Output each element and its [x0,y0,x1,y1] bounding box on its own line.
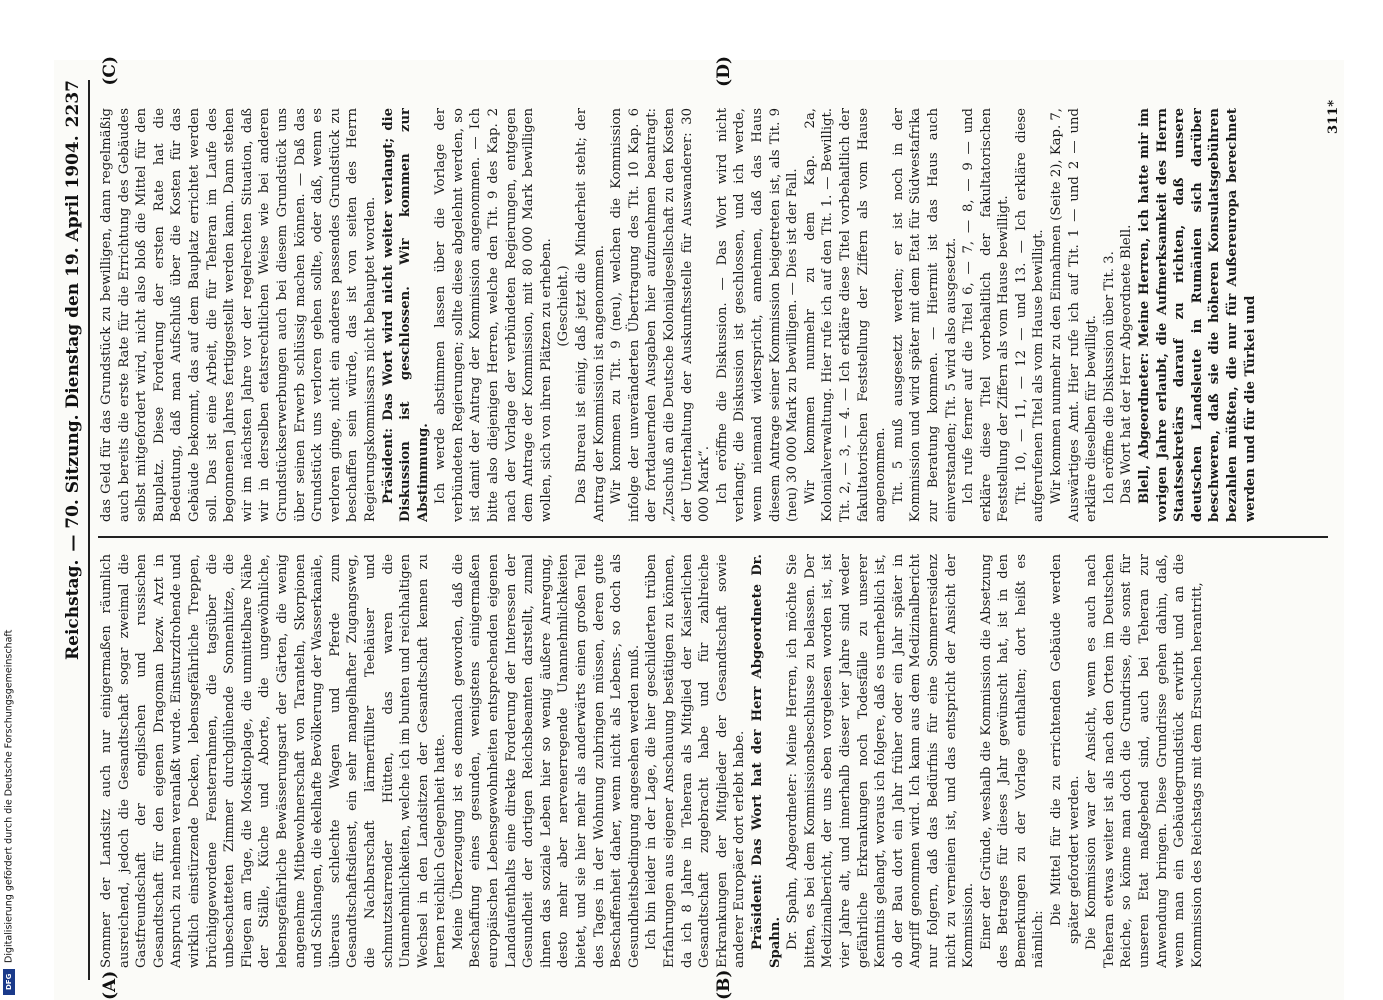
footer-mark: 311* [1326,100,1341,134]
paragraph: Ich eröffne die Diskussion. — Das Wort wird nicht verlangt; die Diskussion ist geschlossen, und ich werde, wenn niemand widerspricht, annehmen, daß das Haus diesem Antrage seiner Kommission beigetreten ist, als Tit. 9 (neu) 30 000 Mark zu bewilligen. — Dies ist der Fall. [714,108,801,522]
header-rule [88,80,90,980]
paragraph: Präsident: Das Wort hat der Herr Abgeordnete Dr. Spahn. [749,554,783,968]
paragraph: (Geschieht.) [556,265,572,347]
paragraph: Dr. Spahn, Abgeordneter: Meine Herren, ich möchte Sie bitten, es bei dem Kommissionsbeschlusse zu belassen. Der Medizinalbericht, der uns eben vorgelesen worden ist, ist vier Jahre alt, und innerhalb dieser vier Jahre sind weder gefährliche Erkrankungen noch Todesfälle zu unserer Kenntnis gelangt, woraus ich folgere, daß es unerheblich ist, ob der Bau dort ein Jahr früher oder ein Jahr später in Angriff genommen wird. Ich kann aus dem Medizinalbericht nur folgern, daß das Bedürfnis für eine Sommerresidenz nicht zu verneinen ist, und das entspricht der Ansicht der Kommission. [785,554,977,968]
paragraph: das Geld für das Grundstück zu bewilligen, dann regelmäßig auch bereits die erste Rate für die Errichtung des Gebäudes selbst mitgefordert wird, nicht also bloß die Mittel für den Bauplatz. Diese Forderung der ersten Rate hat die Bedeutung, daß man Aufschluß über die Kosten für das Gebäude bekommt, das auf dem Bauplatz errichtet werden soll. Das ist eine Arbeit, die für Teheran im Laufe des begonnenen Jahres fertiggestellt werden kann. Dann stehen wir im nächsten Jahre vor der regelrechten Situation, daß wir in derselben etatsrechtlichen Weise wie bei anderen Grundstückserwerbungen auch bei diesem Grundstück uns über seinen Erwerb schlüssig machen können. — Daß das Grundstück uns verloren gehen sollte, oder daß, wenn es verloren ginge, nicht ein anderes passendes Grundstück zu beschaffen sein würde, das ist von seiten des Herrn Regierungskommissars nicht behauptet worden. [99,108,378,522]
margin-letter-a: (A) [100,970,120,1000]
paragraph: Präsident: Das Wort wird nicht weiter verlangt; die Diskussion ist geschlossen. Wir kommen zur Abstimmung. [380,108,431,522]
side-credit-text: Digitalisierung gefördert durch die Deutsche Forschungsgemeinschaft [3,629,15,963]
paragraph: Blell, Abgeordneter: Meine Herren, ich hatte mir im vorigen Jahre erlaubt, die Aufmerksamkeit des Herrn Staatssekretärs darauf zu richten, daß unsere deutschen Landsleute in Rumänien sich darüber beschweren, daß sie die höheren Konsulatsgebühren bezahlen müßten, die nur für Außereuropa berechnet werden und für die Türkei und [1137,108,1258,522]
document-page [54,56,1344,1000]
margin-letter-b: (B) [714,969,734,1000]
paragraph: Ich werde abstimmen lassen über die Vorlage der verbündeten Regierungen; sollte diese abgelehnt werden, so ist damit der Antrag der Kommission angenommen. — Ich bitte also diejenigen Herren, welche den Tit. 9 des Kap. 2 nach der Vorlage der verbündeten Regierungen, entgegen dem Antrage der Kommission, mit 80 000 Mark bewilligen wollen, sich von ihren Plätzen zu erheben. [433,108,554,522]
paragraph: Wir kommen nunmehr zu den Einnahmen (Seite 2), Kap. 7, Auswärtiges Amt. Hier rufe ich auf Tit. 1 — und 2 — und erkläre dieselben für bewilligt. [1049,108,1100,522]
dfg-logo-icon: DFG [3,969,15,995]
header-left-title: Reichstag. [63,559,83,660]
paragraph: Das Bureau ist einig, daß jetzt die Minderheit steht; der Antrag der Kommission ist angenommen. [574,108,607,522]
paragraph: Ich bin leider in der Lage, die hier geschilderten trüben Erfahrungen aus eigener Anschauung bestätigen zu können, da ich 8 Jahre in Teheran als Mitglied der Kaiserlichen Gesandtschaft zugebracht habe und für zahlreiche Erkrankungen der Mitglieder der Gesandtschaft sowie anderer Europäer dort erlebt habe. [644,554,748,968]
paragraph: Das Wort hat der Herr Abgeordnete Blell. [1119,224,1135,504]
paragraph: Ich eröffne die Diskussion über Tit. 3. [1101,251,1117,504]
paragraph: Einer der Gründe, weshalb die Kommission die Absetzung des Betrages für dieses Jahr gewünscht hat, ist in den Bemerkungen zu der Vorlage enthalten; dort heißt es nämlich: [978,554,1047,968]
margin-letter-d: (D) [714,56,734,87]
page-header [60,80,86,980]
paragraph: Die Kommission war der Ansicht, wenn es auch nach Teheran etwas weiter ist als nach den Orten im Deutschen Reiche, so könne man doch die Grundrisse, die sonst für unseren Etat maßgebend sind, auch bei Teheran zur Anwendung bringen. Diese Grundrisse gehen dahin, daß, wenn man ein Gebäudegrundstück erwirbt und an die Kommission des Reichstags mit dem Ersuchen herantritt, [1084,554,1205,968]
column-divider [98,536,1328,538]
left-column [98,554,1324,968]
right-column [98,108,1324,522]
header-center-title: — 70. Sitzung. Dienstag den 19. April 1904. [63,135,83,552]
paragraph: Ich rufe ferner auf die Titel 6, — 7, — 8, — 9 — und erkläre diese Titel vorbehaltlich der fakultatorischen Feststellung der Ziffern als vom Hause bewilligt. [961,108,1012,522]
paragraph: Tit. 10, — 11, — 12 — und 13. — Ich erkläre diese aufgerufenen Titel als vom Hause bewilligt. [1013,108,1047,522]
paragraph: Sommer der Landsitz auch nur einigermaßen räumlich ausreichend, jedoch die Gesandtschaft sogar zweimal die Gastfreundschaft der englischen und russischen Gesandtschaft für den eigenen Dragoman bezw. Arzt in Anspruch zu nehmen veranlaßt wurde. Einsturzdrohende und wirklich einstürzende Decken, lebensgefährliche Treppen, brüchiggewordene Fensterrahmen, die tagsüber die unbeschatteten Zimmer durchglühende Sonnenhitze, die Fliegen am Tage, die Moskitoplage, die unmittelbare Nähe der Ställe, Küche und Aborte, die ungewöhnliche, lebensgefährliche Bewässerungsart der Gärten, die wenig angenehme Mitbewohnerschaft von Taranteln, Skorpionen und Schlangen, die ekelhafte Bevölkerung der Wasserkanäle, überaus schlechte Wagen und Pferde zum Gesandtschaftsdienst, ein sehr mangelhafter Zugangsweg, die Nachbarschaft lärmerfüllter Teehäuser und schmutzstarrender Hütten, das waren die Unannehmlichkeiten, welche ich im bunten und reichhaltigen Wechsel in den Landsitzen der Gesandtschaft kennen zu lernen reichlich Gelegenheit hatte. [99,554,449,968]
quote: Die Mittel für die zu errichtenden Gebäude werden später gefordert werden. [1049,554,1082,944]
header-page-number: 2237 [63,80,83,128]
paragraph: Wir kommen nunmehr zu dem Kap. 2a, Kolonialverwaltung. Hier rufe ich auf den Tit. 1. — Bewilligt. Tit. 2, — 3, — 4. — Ich erkläre diese Titel vorbehaltlich der fakultatorischen Feststellung der Ziffern als vom Hause angenommen. [802,108,889,522]
paragraph: Wir kommen zu Tit. 9 (neu), welchen die Kommission infolge der unveränderten Übertragung des Tit. 10 Kap. 6 der fortdauernden Ausgaben hier aufzunehmen beantragt: „Zuschuß an die Deutsche Kolonialgesellschaft zu den Kosten der Unterhaltung der Auskunftsstelle für Auswanderer: 30 000 Mark“. [609,108,713,522]
paragraph: Tit. 5 muß ausgesetzt werden; er ist noch in der Kommission und wird später mit dem Etat für Südwestafrika zur Beratung kommen. — Hiermit ist das Haus auch einverstanden; Tit. 5 wird also ausgesetzt. [890,108,959,522]
margin-letter-c: (C) [100,56,120,86]
side-credit [2,600,16,995]
paragraph: Meine Überzeugung ist es demnach geworden, daß die Beschaffung eines gesunden, wenigstens einigermaßen europäischen Lebensgewohnheiten entsprechenden eigenen Landaufenthalts eine direkte Forderung der Interessen der Gesundheit der dortigen Reichsbeamten darstellt, zumal ihnen das soziale Leben hier so wenig äußere Anregung, desto mehr aber nervenerregende Unannehmlichkeiten bietet, und sie hier mehr als anderwärts einen großen Teil des Tages in der Wohnung zubringen müssen, deren gute Beschaffenheit daher, wenn nicht als Lebens-, so doch als Gesundheitsbedingung angesehen werden muß. [450,554,642,968]
